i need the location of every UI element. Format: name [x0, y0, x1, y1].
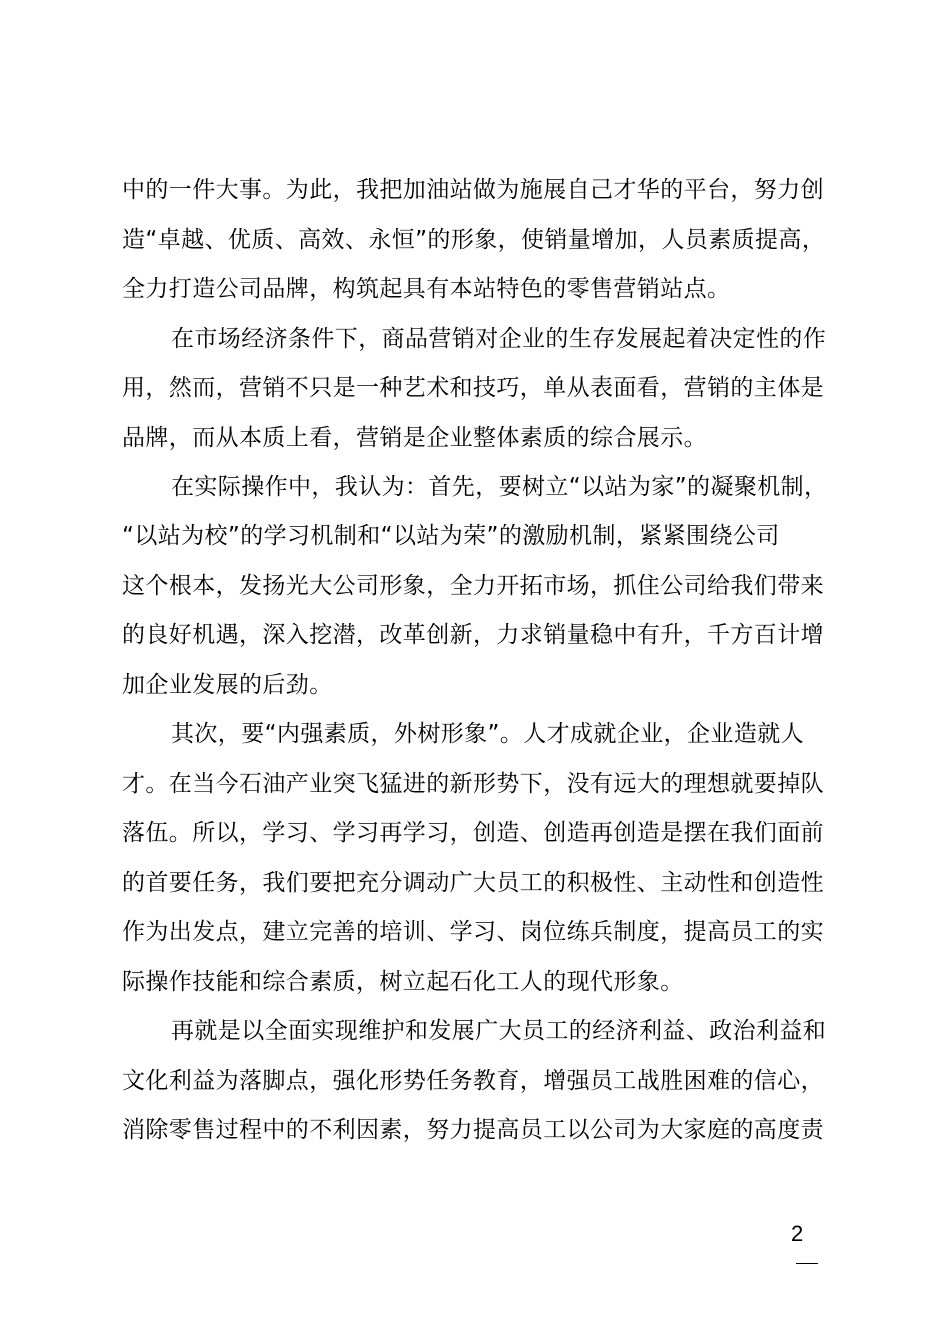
page-number-rule: [796, 1263, 818, 1264]
paragraph-first-line: 其次，要“内强素质，外树形象”。人才成就企业，企业造就人: [171, 721, 805, 747]
text-line: 才。在当今石油产业突飞猛进的新形势下，没有远大的理想就要掉队: [122, 771, 824, 797]
text-line: 全力打造公司品牌，构筑起具有本站特色的零售营销站点。: [122, 276, 731, 302]
text-line: 际操作技能和综合素质，树立起石化工人的现代形象。: [122, 969, 684, 995]
text-line: 用，然而，营销不只是一种艺术和技巧，单从表面看，营销的主体是: [122, 375, 824, 401]
text-line: “以站为校”的学习机制和“以站为荣”的激励机制，紧紧围绕公司: [122, 523, 780, 549]
text-line: 作为出发点，建立完善的培训、学习、岗位练兵制度，提高员工的实: [122, 919, 824, 945]
text-line: 中的一件大事。为此，我把加油站做为施展自己才华的平台，努力创: [122, 177, 824, 203]
text-line: 品牌，而从本质上看，营销是企业整体素质的综合展示。: [122, 425, 707, 451]
text-line: 落伍。所以，学习、学习再学习，创造、创造再创造是摆在我们面前: [122, 820, 824, 846]
paragraph-first-line: 在市场经济条件下，商品营销对企业的生存发展起着决定性的作: [171, 326, 827, 352]
page-number: 2: [791, 1221, 804, 1246]
text-line: 文化利益为落脚点，强化形势任务教育，增强员工战胜困难的信心，: [122, 1068, 824, 1094]
text-line: 造“卓越、优质、高效、永恒”的形象，使销量增加，人员素质提高，: [122, 227, 826, 253]
text-line: 加企业发展的后劲。: [122, 672, 333, 698]
text-line: 这个根本，发扬光大公司形象，全力开拓市场，抓住公司给我们带来: [122, 573, 824, 599]
paragraph-first-line: 在实际操作中，我认为：首先，要树立“以站为家”的凝聚机制，: [171, 474, 828, 500]
text-line: 消除零售过程中的不利因素，努力提高员工以公司为大家庭的高度责: [122, 1117, 824, 1143]
text-line: 的首要任务，我们要把充分调动广大员工的积极性、主动性和创造性: [122, 870, 824, 896]
paragraph-first-line: 再就是以全面实现维护和发展广大员工的经济利益、政治利益和: [171, 1018, 827, 1044]
text-line: 的良好机遇，深入挖潜，改革创新，力求销量稳中有升，千方百计增: [122, 622, 824, 648]
